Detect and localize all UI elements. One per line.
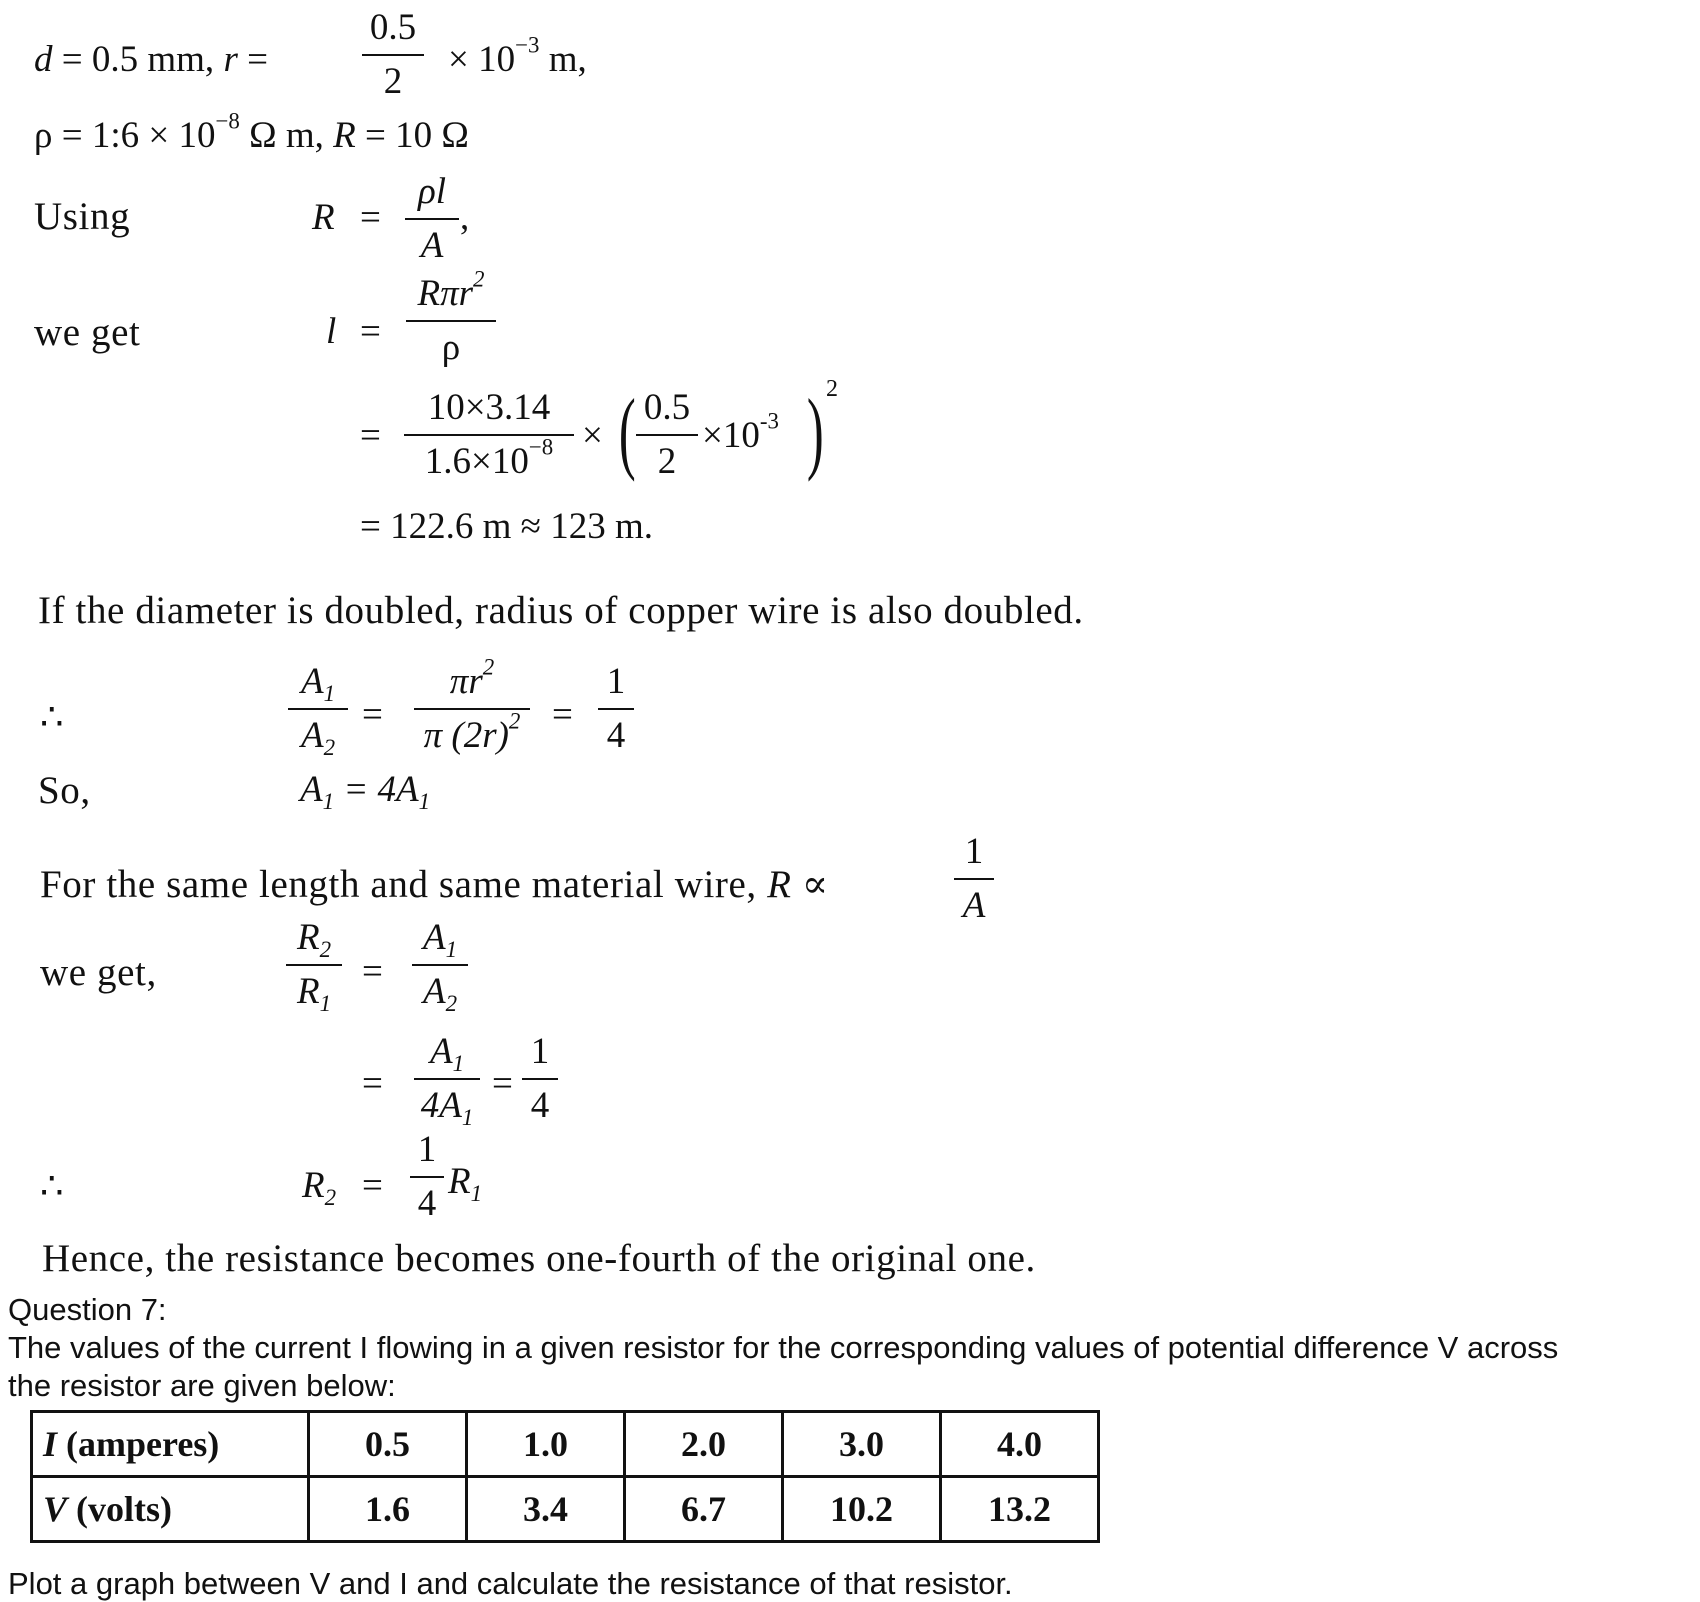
r-equals: = xyxy=(247,39,268,80)
current-symbol: I xyxy=(43,1424,58,1464)
pi-2r: π (2r) xyxy=(423,715,509,756)
area-ratio-fraction xyxy=(288,660,348,761)
R-value: = 10 Ω xyxy=(355,115,469,156)
right-parenthesis: ) xyxy=(806,380,824,482)
row-header-voltage xyxy=(32,1477,309,1542)
question-body-line-2: the resistor are given below: xyxy=(8,1368,396,1403)
table-row-voltage xyxy=(32,1477,1099,1542)
using-label: Using xyxy=(34,195,131,238)
area-ratio-equals: = xyxy=(362,694,383,735)
length-denominator: ρ xyxy=(441,327,461,368)
d-value: = 0.5 mm, xyxy=(61,39,224,80)
current-unit: (amperes) xyxy=(57,1424,220,1464)
inverse-area-fraction xyxy=(954,830,994,928)
step2-quarter-fraction xyxy=(522,1030,558,1128)
voltage-symbol: V xyxy=(43,1489,68,1529)
step2-fraction xyxy=(414,1030,480,1131)
area-expression-equals: = xyxy=(552,694,573,735)
calc-fraction-2 xyxy=(636,386,698,484)
quarter-fraction xyxy=(598,660,634,758)
length-result: = 122.6 m ≈ 123 m. xyxy=(360,506,653,547)
fraction-bar xyxy=(522,1078,558,1080)
area-ratio-numerator xyxy=(288,660,348,707)
area-ratio-denominator xyxy=(288,714,348,761)
question-instruction: Plot a graph between V and I and calculate the resistance of that resistor. xyxy=(8,1566,1013,1601)
radius-unit: m, xyxy=(539,39,587,80)
left-parenthesis: ( xyxy=(618,380,636,482)
A-symbol: A xyxy=(422,917,446,958)
diameter-statement: If the diameter is doubled, radius of copper wire is also doubled. xyxy=(38,589,1084,632)
calc-inner-power xyxy=(702,408,779,457)
area-A: A xyxy=(300,661,324,702)
formula-denominator: A xyxy=(420,225,444,266)
inner-exponent: -3 xyxy=(759,408,779,434)
using-tail: , xyxy=(460,197,470,238)
calc-denominator-1-exponent: −8 xyxy=(528,434,554,460)
pi-r: πr xyxy=(449,661,483,702)
fraction-bar xyxy=(414,1078,480,1080)
step2-quarter-numerator: 1 xyxy=(530,1031,550,1072)
proportional-R: R xyxy=(767,863,792,906)
step2-quarter-denominator: 4 xyxy=(530,1085,550,1126)
current-voltage-table xyxy=(30,1410,1100,1543)
table-cell: 3.4 xyxy=(467,1477,625,1542)
calc-numerator-1: 10×3.14 xyxy=(427,387,551,428)
radius-denominator: 2 xyxy=(383,61,403,102)
final-rhs xyxy=(448,1160,483,1207)
row-header-current xyxy=(32,1412,309,1477)
resistance-ratio-denominator xyxy=(286,970,342,1017)
inverse-area-numerator: 1 xyxy=(964,831,984,872)
table-cell: 2.0 xyxy=(625,1412,783,1477)
formula-numerator: ρl xyxy=(417,171,447,212)
question-heading: Question 7: xyxy=(8,1292,167,1327)
fraction-bar xyxy=(598,708,634,710)
resistance-formula-fraction xyxy=(405,170,459,268)
area-expression-numerator xyxy=(414,654,530,704)
using-lhs: R xyxy=(312,197,335,238)
inner-times-ten: ×10 xyxy=(702,415,760,456)
pi-2r-exponent: 2 xyxy=(508,708,521,734)
R-symbol: R xyxy=(302,1165,325,1206)
symbol-d: d xyxy=(34,39,53,80)
radius-power xyxy=(448,32,587,81)
R-symbol: R xyxy=(296,917,320,958)
area-ratio-2-numerator xyxy=(412,916,468,963)
pi-r-exponent: 2 xyxy=(482,654,495,680)
table-cell: 10.2 xyxy=(783,1477,941,1542)
therefore-symbol-1: ∴ xyxy=(40,697,64,738)
step2-numerator xyxy=(414,1030,480,1077)
calc-numerator-2: 0.5 xyxy=(643,387,691,428)
fraction-bar xyxy=(286,964,342,966)
area-expression-fraction xyxy=(414,654,530,758)
R-symbol: R xyxy=(296,971,320,1012)
fraction-bar xyxy=(362,54,424,56)
calc-outer-exponent: 2 xyxy=(826,376,838,402)
rho-exponent: −8 xyxy=(215,108,240,134)
given-diameter-line xyxy=(34,38,268,81)
fraction-bar xyxy=(412,964,468,966)
R-sub-2: 2 xyxy=(319,937,332,963)
fraction-bar xyxy=(410,1176,444,1178)
rho-unit: Ω m, xyxy=(239,115,334,156)
question-body-line-1: The values of the current I flowing in a given resistor for the corresponding values of potential difference V across xyxy=(8,1330,1559,1365)
quarter-denominator: 4 xyxy=(606,715,626,756)
proportional-text: For the same length and same material wire, xyxy=(40,863,768,906)
fraction-bar xyxy=(405,218,459,220)
length-formula-fraction xyxy=(406,266,496,370)
symbol-r: r xyxy=(223,39,238,80)
we-get-label-2: we get, xyxy=(40,951,157,994)
step2-equals-2: = xyxy=(492,1063,513,1104)
final-lhs xyxy=(302,1164,337,1211)
calc-times: × xyxy=(582,415,603,456)
calc-fraction-1 xyxy=(404,386,574,484)
table-cell: 1.0 xyxy=(467,1412,625,1477)
four-A: 4A xyxy=(420,1085,462,1126)
radius-fraction xyxy=(362,6,424,104)
A-sub-1: 1 xyxy=(461,1105,474,1131)
resistance-ratio-equals: = xyxy=(362,951,383,992)
area-sub-1: 1 xyxy=(323,681,336,707)
table-cell: 6.7 xyxy=(625,1477,783,1542)
length-equals: = xyxy=(360,311,381,352)
step2-equals: = xyxy=(362,1063,383,1104)
length-numerator xyxy=(406,266,496,316)
calc-denominator-2: 2 xyxy=(657,441,677,482)
calc-denominator-1 xyxy=(404,434,574,484)
R-sub-1: 1 xyxy=(319,991,332,1017)
so-rhs-sub: 1 xyxy=(418,789,431,815)
radius-numerator: 0.5 xyxy=(369,7,417,48)
A-sub-2: 2 xyxy=(445,991,458,1017)
radius-exponent: −3 xyxy=(515,32,540,58)
inverse-area-denominator: A xyxy=(962,885,986,926)
table-cell: 13.2 xyxy=(941,1477,1099,1542)
area-A: A xyxy=(300,715,324,756)
voltage-unit: (volts) xyxy=(67,1489,172,1529)
R-symbol: R xyxy=(448,1161,471,1202)
A-symbol: A xyxy=(422,971,446,1012)
fraction-bar xyxy=(954,878,994,880)
given-resistivity-line xyxy=(34,108,469,157)
A-symbol: A xyxy=(429,1031,453,1072)
final-quarter-numerator: 1 xyxy=(417,1129,437,1170)
length-lhs: l xyxy=(326,311,337,352)
rho-value: = 1:6 × 10 xyxy=(52,115,216,156)
A-sub-1: 1 xyxy=(452,1051,465,1077)
area-sub-2: 2 xyxy=(323,735,336,761)
conclusion: Hence, the resistance becomes one-fourth of the original one. xyxy=(42,1237,1036,1280)
fraction-bar xyxy=(288,708,348,710)
fraction-bar xyxy=(406,320,496,322)
times-ten: × 10 xyxy=(448,39,516,80)
table-row-current xyxy=(32,1412,1099,1477)
symbol-R: R xyxy=(333,115,356,156)
R-sub-1: 1 xyxy=(470,1181,483,1207)
symbol-rho: ρ xyxy=(34,115,53,156)
area-ratio-fraction-2 xyxy=(412,916,468,1017)
so-lhs-sub: 1 xyxy=(322,789,335,815)
length-numerator-text: Rπr xyxy=(417,273,474,314)
so-equation xyxy=(300,768,431,815)
so-rhs: = 4A xyxy=(343,769,419,810)
area-ratio-2-denominator xyxy=(412,970,468,1017)
table-cell: 3.0 xyxy=(783,1412,941,1477)
proportional-statement xyxy=(40,862,829,907)
table-cell: 0.5 xyxy=(309,1412,467,1477)
final-equals: = xyxy=(362,1165,383,1206)
A-sub-1: 1 xyxy=(445,937,458,963)
area-expression-denominator xyxy=(414,708,530,758)
fraction-bar xyxy=(636,434,698,436)
so-lhs: A xyxy=(300,769,323,810)
proportional-symbol: ∝ xyxy=(791,863,829,906)
quarter-numerator: 1 xyxy=(606,661,626,702)
using-equals: = xyxy=(360,197,381,238)
resistance-ratio-fraction xyxy=(286,916,342,1017)
R-sub-2: 2 xyxy=(324,1185,337,1211)
table-cell: 1.6 xyxy=(309,1477,467,1542)
so-label: So, xyxy=(38,769,91,812)
length-numerator-exponent: 2 xyxy=(473,266,485,292)
calc-denominator-1-text: 1.6×10 xyxy=(424,441,529,482)
calc-equals: = xyxy=(360,415,381,456)
step2-denominator xyxy=(414,1084,480,1131)
therefore-symbol-2: ∴ xyxy=(40,1166,64,1207)
resistance-ratio-numerator xyxy=(286,916,342,963)
we-get-label: we get xyxy=(34,311,141,354)
table-cell: 4.0 xyxy=(941,1412,1099,1477)
final-quarter-denominator: 4 xyxy=(417,1183,437,1224)
final-quarter-fraction xyxy=(410,1128,444,1226)
